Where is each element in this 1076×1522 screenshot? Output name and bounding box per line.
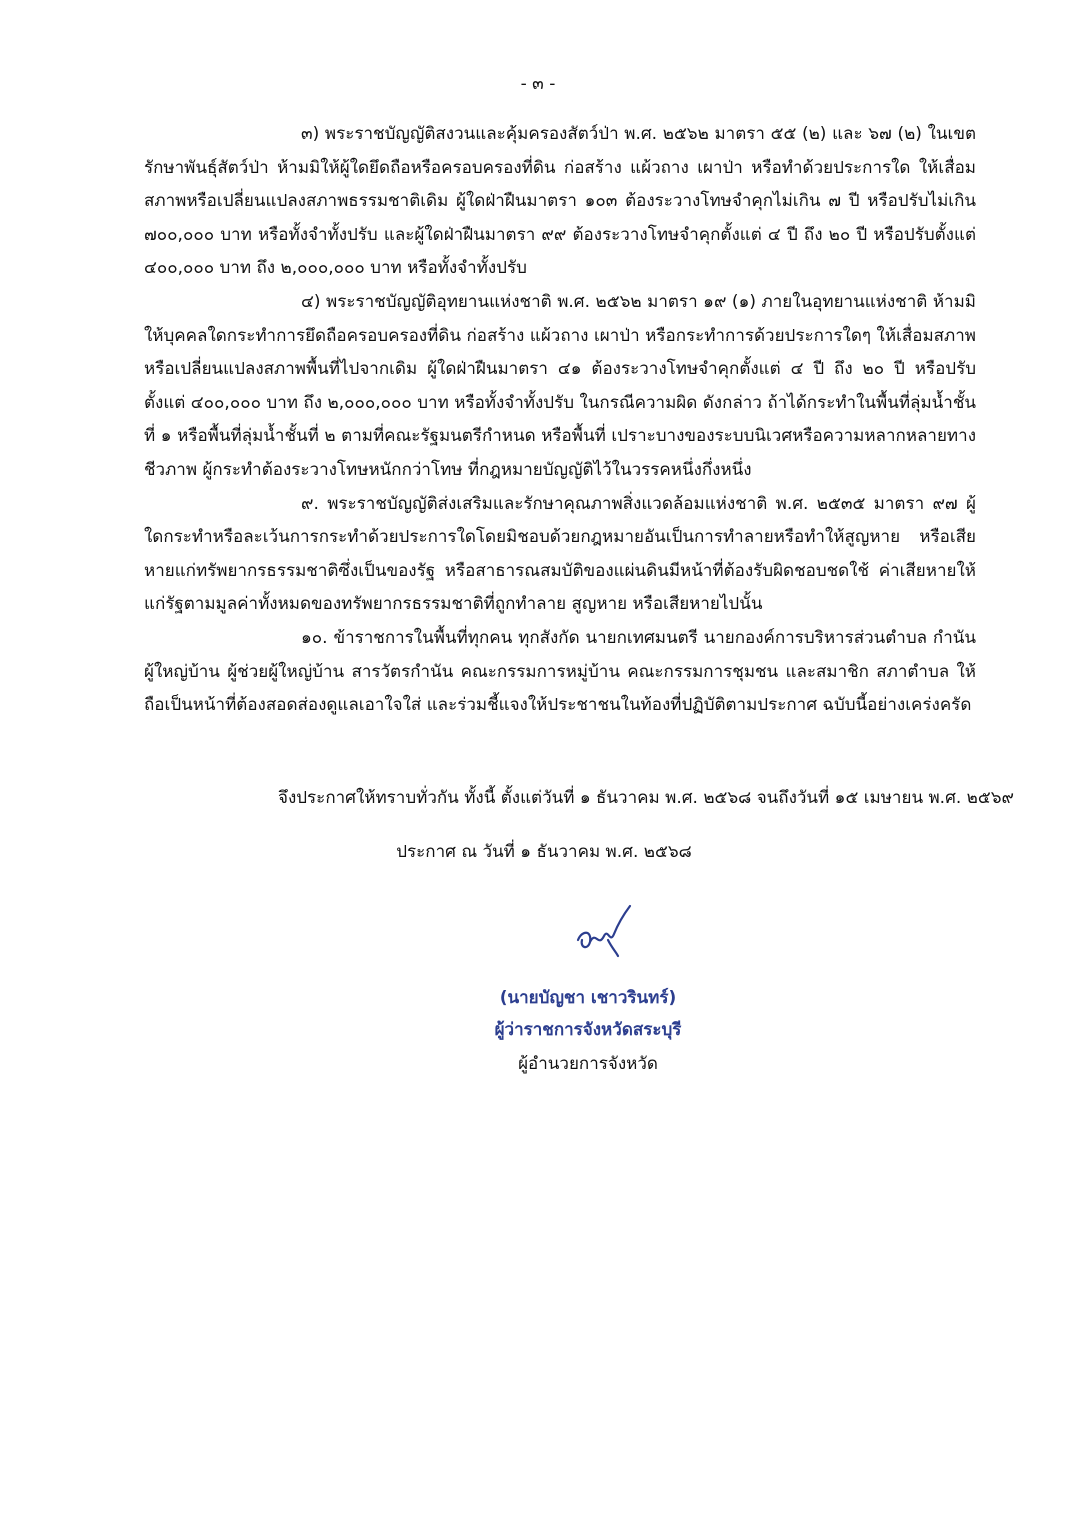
page-number: - ๓ - — [520, 74, 556, 94]
paragraph-wildlife-act: ๓) พระราชบัญญัติสงวนและคุ้มครองสัตว์ป่า พ.ศ. ๒๕๖๒ มาตรา ๕๕ (๒) และ ๖๗ (๒) ในเขตรักษาพันธุ์สัตว์ป่า ห้ามมิให้ผู้ใดยึดถือหรือครอบครองที่ดิน ก่อสร้าง แผ้วถาง เผาป่า หรือทำด้วยประการใด ให้เสื่อมสภาพหรือเปลี่ยนแปลงสภาพธรรมชาติเดิม ผู้ใดฝ่าฝืนมาตรา ๑๐๓ ต้องระวางโทษจำคุกไม่เกิน ๗ ปี หรือปรับไม่เกิน ๗๐๐,๐๐๐ บาท หรือทั้งจำทั้งปรับ และผู้ใดฝ่าฝืนมาตรา ๙๙ ต้องระวางโทษจำคุกตั้งแต่ ๔ ปี ถึง ๒๐ ปี หรือปรับตั้งแต่ ๔๐๐,๐๐๐ บาท ถึง ๒,๐๐๐,๐๐๐ บาท หรือทั้งจำทั้งปรับ — [144, 124, 976, 279]
paragraph-officials-duty: ๑๐. ข้าราชการในพื้นที่ทุกคน ทุกสังกัด นายกเทศมนตรี นายกองค์การบริหารส่วนตำบล กำนัน ผู้ใหญ่บ้าน ผู้ช่วยผู้ใหญ่บ้าน สารวัตรกำนัน คณะกรรมการหมู่บ้าน คณะกรรมการชุมชน และสมาชิก สภาตำบล ให้ถือเป็นหน้าที่ต้องสอดส่องดูแลเอาใจใส่ และร่วมชี้แจงให้ประชาชนในท้องที่ปฏิบัติตามประกาศ ฉบับนี้อย่างเคร่งครัด — [144, 627, 976, 716]
document-body — [144, 118, 976, 723]
handwritten-signature — [568, 900, 638, 960]
signer-role: ผู้อำนวยการจังหวัด — [518, 1054, 658, 1074]
paragraph-environment-act: ๙. พระราชบัญญัติส่งเสริมและรักษาคุณภาพสิ่งแวดล้อมแห่งชาติ พ.ศ. ๒๕๓๕ มาตรา ๙๗ ผู้ใดกระทำหรือละเว้นการกระทำด้วยประการใดโดยมิชอบด้วยกฎหมายอันเป็นการทำลายหรือทำให้สูญหาย หรือเสียหายแก่ทรัพยากรธรรมชาติซึ่งเป็นของรัฐ หรือสาธารณสมบัติของแผ่นดินมีหน้าที่ต้องรับผิดชอบชดใช้ ค่าเสียหายให้แก่รัฐตามมูลค่าทั้งหมดของทรัพยากรธรรมชาติที่ถูกทำลาย สูญหาย หรือเสียหายไปนั้น — [144, 493, 976, 615]
closing-statement: จึงประกาศให้ทราบทั่วกัน ทั้งนี้ ตั้งแต่วันที่ ๑ ธันวาคม พ.ศ. ๒๕๖๘ จนถึงวันที่ ๑๕ เมษายน พ.ศ. ๒๕๖๙ — [278, 788, 1014, 808]
paragraph-national-park-act: ๔) พระราชบัญญัติอุทยานแห่งชาติ พ.ศ. ๒๕๖๒ มาตรา ๑๙ (๑) ภายในอุทยานแห่งชาติ ห้ามมิให้บุคคลใดกระทำการยึดถือครอบครองที่ดิน ก่อสร้าง แผ้วถาง เผาป่า หรือกระทำการด้วยประการใดๆ ให้เสื่อมสภาพหรือเปลี่ยนแปลงสภาพพื้นที่ไปจากเดิม ผู้ใดฝ่าฝืนมาตรา ๔๑ ต้องระวางโทษจำคุกตั้งแต่ ๔ ปี ถึง ๒๐ ปี หรือปรับตั้งแต่ ๔๐๐,๐๐๐ บาท ถึง ๒,๐๐๐,๐๐๐ บาท หรือทั้งจำทั้งปรับ ในกรณีความผิด ดังกล่าว ถ้าได้กระทำในพื้นที่ลุ่มน้ำชั้นที่ ๑ หรือพื้นที่ลุ่มน้ำชั้นที่ ๒ ตามที่คณะรัฐมนตรีกำหนด หรือพื้นที่ เปราะบางของระบบนิเวศหรือความหลากหลายทางชีวภาพ ผู้กระทำต้องระวางโทษหนักกว่าโทษ ที่กฎหมายบัญญัติไว้ในวรรคหนึ่งกึ่งหนึ่ง — [144, 291, 976, 480]
signer-title: ผู้ว่าราชการจังหวัดสระบุรี — [494, 1020, 682, 1040]
announcement-date: ประกาศ ณ วันที่ ๑ ธันวาคม พ.ศ. ๒๕๖๘ — [396, 842, 692, 862]
signer-name: (นายบัญชา เชาวรินทร์) — [499, 988, 677, 1008]
